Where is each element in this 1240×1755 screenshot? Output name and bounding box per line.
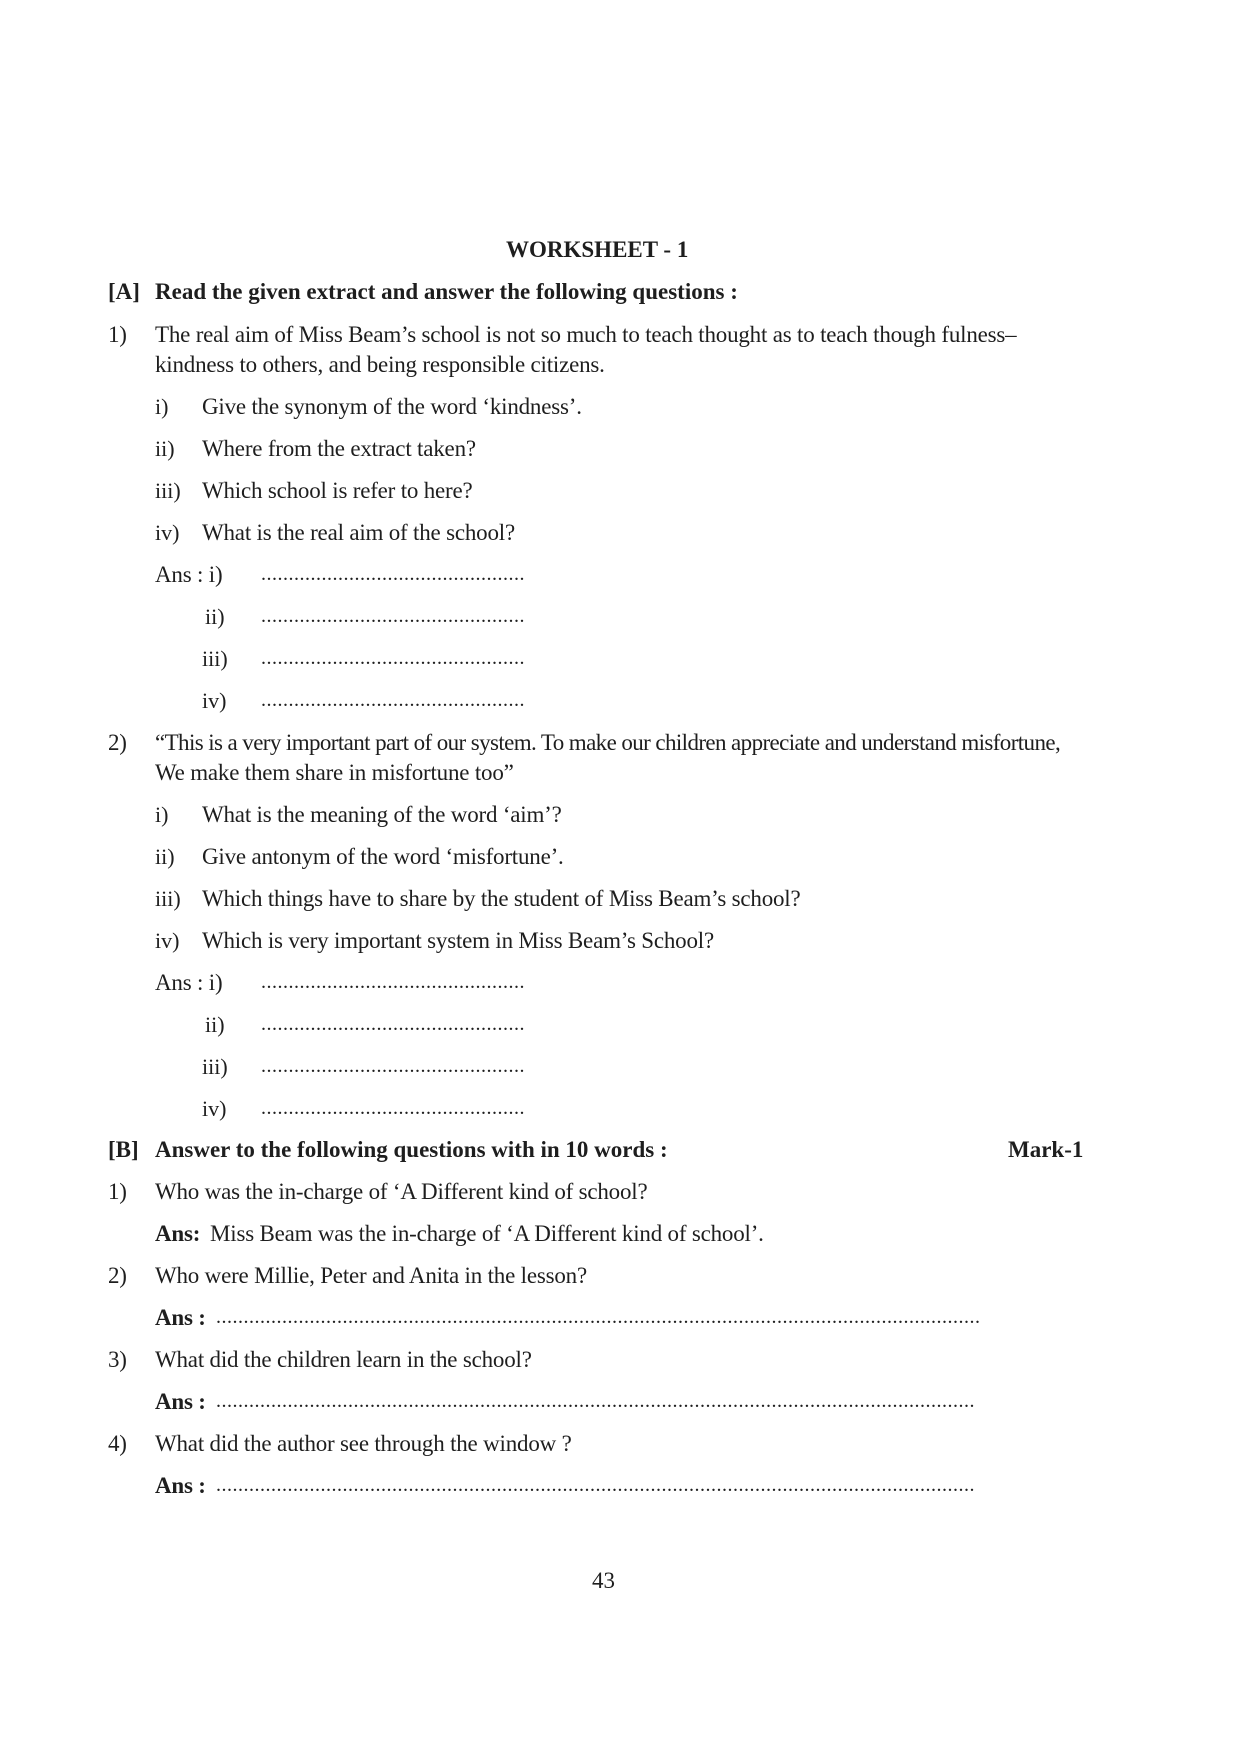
- section-a-label: [A]: [108, 279, 140, 304]
- q1-ans-iv-blank[interactable]: ................................................: [261, 689, 525, 711]
- q2-sub-ii-num: ii): [155, 844, 175, 869]
- b-q4-text: What did the author see through the window ?: [155, 1431, 572, 1456]
- b-q3-text: What did the children learn in the school?: [155, 1347, 532, 1372]
- q2-ans-ii-blank[interactable]: ................................................: [261, 1013, 525, 1035]
- q1-sub-iv-num: iv): [155, 520, 180, 545]
- b-q1-ans-label: Ans:: [155, 1221, 201, 1246]
- q2-sub-ii-text: Give antonym of the word ‘misfortune’.: [202, 844, 564, 869]
- q1-sub-ii-num: ii): [155, 436, 175, 461]
- q2-sub-iv-text: Which is very important system in Miss Beam’s School?: [202, 928, 714, 953]
- q1-ans-ii-blank[interactable]: ................................................: [261, 605, 525, 627]
- q1-sub-i-text: Give the synonym of the word ‘kindness’.: [202, 394, 582, 419]
- b-q1-ans-text: Miss Beam was the in-charge of ‘A Different kind of school’.: [210, 1221, 764, 1246]
- q2-ans-iv-num: iv): [202, 1096, 227, 1121]
- q2-sub-iv-num: iv): [155, 928, 180, 953]
- b-q4-ans-blank[interactable]: ..........................................................................................................................................: [216, 1474, 975, 1496]
- q2-sub-i-text: What is the meaning of the word ‘aim’?: [202, 802, 562, 827]
- q1-ans-i-blank[interactable]: ................................................: [261, 563, 525, 585]
- section-b-heading: Answer to the following questions with in 10 words :: [155, 1137, 668, 1162]
- q1-ans-iii-blank[interactable]: ................................................: [261, 647, 525, 669]
- q1-ans-ii-num: ii): [205, 604, 225, 629]
- q2-ans-i-blank[interactable]: ................................................: [261, 971, 525, 993]
- q2-sub-i-num: i): [155, 802, 169, 827]
- q2-ans-iii-blank[interactable]: ................................................: [261, 1055, 525, 1077]
- q1-extract-line1: The real aim of Miss Beam’s school is not so much to teach thought as to teach though fulness–: [155, 322, 1017, 347]
- q1-extract-line2: kindness to others, and being responsible citizens.: [155, 352, 605, 377]
- b-q4-ans-label: Ans :: [155, 1473, 206, 1498]
- b-q3-ans-blank[interactable]: ..........................................................................................................................................: [216, 1390, 975, 1412]
- q2-ans-iii-num: iii): [202, 1054, 228, 1079]
- q2-extract-line2: We make them share in misfortune too”: [155, 760, 514, 785]
- b-q4-number: 4): [108, 1431, 127, 1456]
- b-q1-number: 1): [108, 1179, 127, 1204]
- b-q2-number: 2): [108, 1263, 127, 1288]
- q1-sub-iii-num: iii): [155, 478, 181, 503]
- section-b-label: [B]: [108, 1137, 139, 1162]
- worksheet-title: WORKSHEET - 1: [506, 237, 689, 262]
- b-q3-ans-label: Ans :: [155, 1389, 206, 1414]
- q1-ans-label: Ans : i): [155, 562, 223, 587]
- q2-ans-ii-num: ii): [205, 1012, 225, 1037]
- b-q1-text: Who was the in-charge of ‘A Different kind of school?: [155, 1179, 648, 1204]
- q2-ans-label: Ans : i): [155, 970, 223, 995]
- q1-number: 1): [108, 322, 127, 347]
- b-q2-text: Who were Millie, Peter and Anita in the lesson?: [155, 1263, 587, 1288]
- q2-extract-line1: “This is a very important part of our system. To make our children appreciate and understand misfortune,: [155, 730, 1061, 755]
- q1-ans-iii-num: iii): [202, 646, 228, 671]
- q1-ans-iv-num: iv): [202, 688, 227, 713]
- q1-sub-i-num: i): [155, 394, 169, 419]
- q2-ans-iv-blank[interactable]: ................................................: [261, 1097, 525, 1119]
- b-q2-ans-label: Ans :: [155, 1305, 206, 1330]
- q2-sub-iii-num: iii): [155, 886, 181, 911]
- q2-number: 2): [108, 730, 127, 755]
- section-b-mark: Mark-1: [1008, 1137, 1084, 1162]
- b-q2-ans-blank[interactable]: ...........................................................................................................................................: [216, 1306, 981, 1328]
- b-q3-number: 3): [108, 1347, 127, 1372]
- q1-sub-iii-text: Which school is refer to here?: [202, 478, 473, 503]
- page-number: 43: [592, 1568, 615, 1593]
- section-a-heading: Read the given extract and answer the following questions :: [155, 279, 738, 304]
- q2-sub-iii-text: Which things have to share by the student of Miss Beam’s school?: [202, 886, 801, 911]
- q1-sub-iv-text: What is the real aim of the school?: [202, 520, 515, 545]
- q1-sub-ii-text: Where from the extract taken?: [202, 436, 476, 461]
